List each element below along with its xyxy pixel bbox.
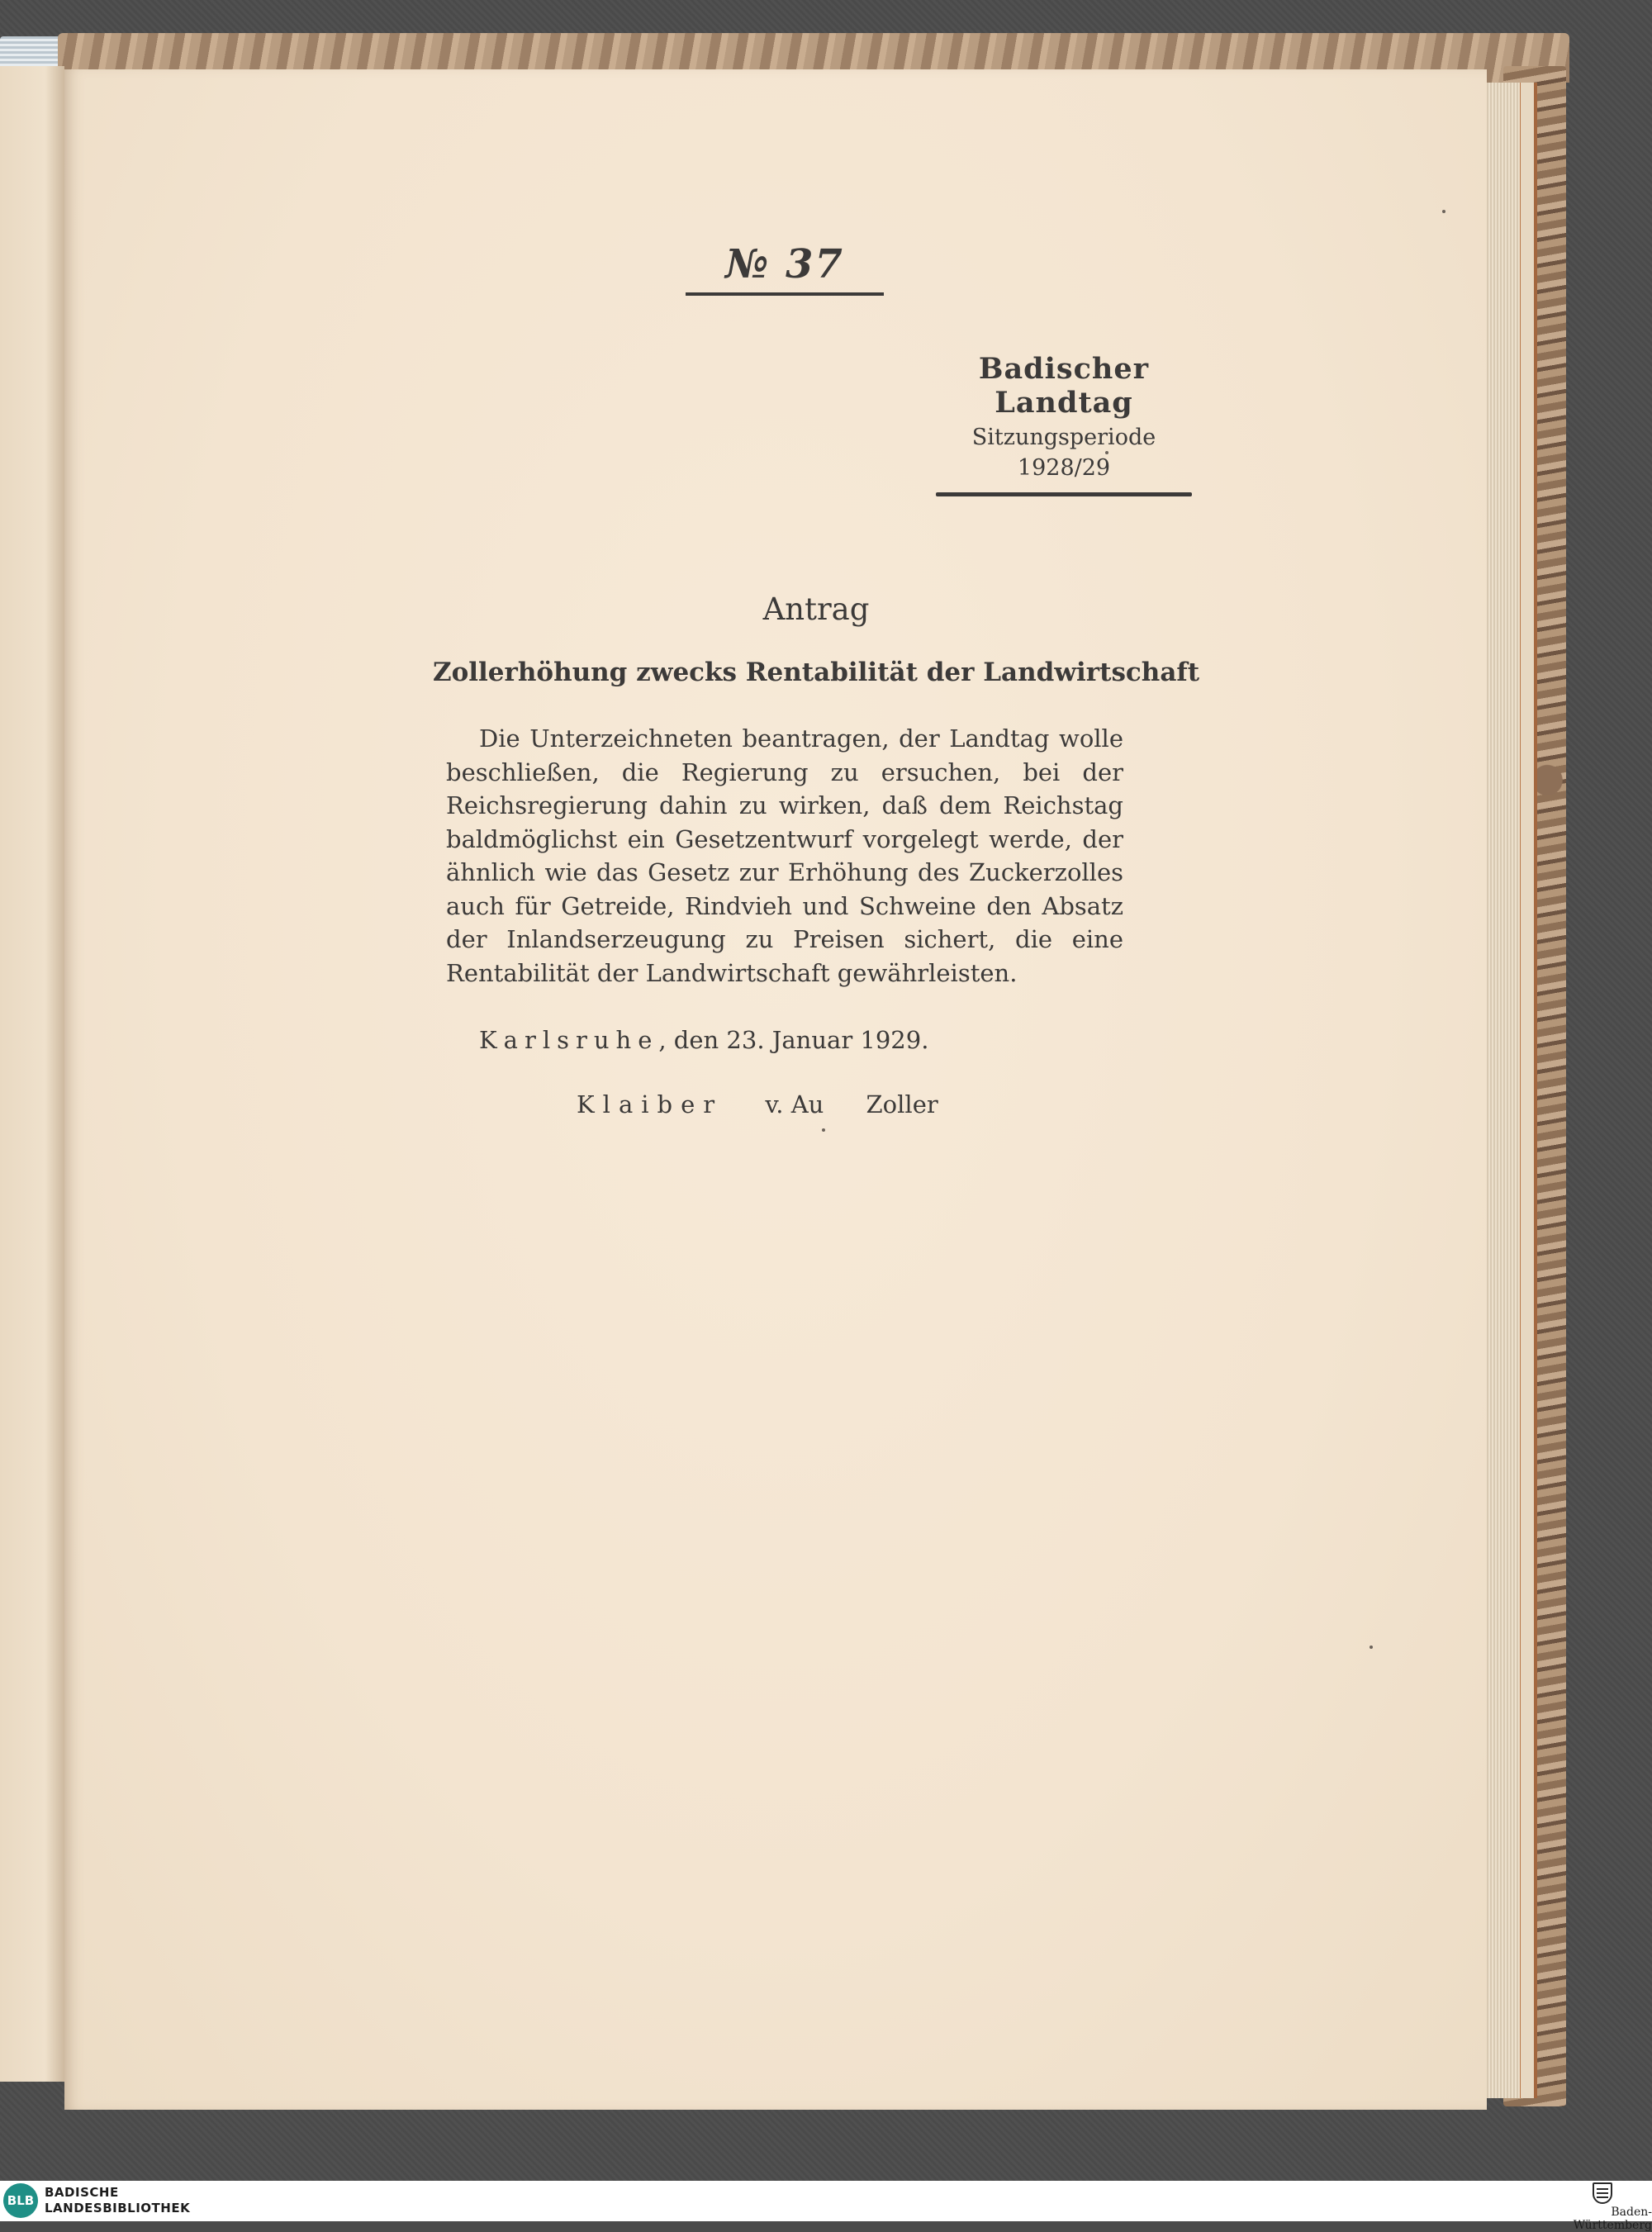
library-name-line2: LANDESBIBLIOTHEK — [45, 2201, 191, 2215]
document-heading: Antrag — [762, 591, 870, 627]
place-date-line — [479, 1026, 1140, 1054]
paper-speck — [1105, 451, 1108, 454]
paper-speck — [1370, 1646, 1373, 1649]
paper-speck — [822, 1128, 825, 1132]
document-number: № 37 — [686, 241, 884, 296]
library-name-line1: BADISCHE — [45, 2185, 119, 2200]
book-spine — [1518, 83, 1537, 2098]
session-period: 1928/29 — [1017, 455, 1111, 481]
facing-page — [0, 66, 64, 2082]
document-subject: Zollerhöhung zwecks Rentabilität der Landwirtschaft — [432, 658, 1200, 687]
document-page — [64, 69, 1487, 2110]
state-label: Baden-Württemberg — [1573, 2206, 1652, 2232]
paper-speck — [1442, 210, 1446, 213]
signatories — [577, 1090, 1072, 1118]
header-rule — [936, 492, 1192, 496]
signatory: Klaiber — [577, 1090, 724, 1118]
blb-logo[interactable]: BLB — [3, 2183, 38, 2218]
motion-text: Die Unterzeichneten beantragen, der Landtag wolle beschließen, die Regierung zu ersuchen, bei der Reichsregierung dahin zu wirken, daß dem Reichstag baldmöglichst ein Gesetzentwurf vorgelegt werde, der ähnlich wie das Gesetz zur Erhöhung des Zuckerzolles auch für Getreide, Rindvieh und Schweine den Absatz der Inlandserzeugung zu Preisen sichert, die eine Rentabilität der Landwirtschaft gewährleisten. — [446, 724, 1123, 987]
date-text: , den 23. Januar 1929. — [658, 1026, 929, 1054]
signatory: v. Au — [765, 1090, 824, 1118]
library-name — [45, 2185, 190, 2216]
session-label: Sitzungsperiode — [971, 425, 1156, 450]
parliament-title: Badischer Landtag — [978, 352, 1150, 420]
parliament-header — [907, 352, 1221, 496]
state-crest-icon — [1593, 2182, 1612, 2204]
place-name: Karlsruhe — [479, 1026, 659, 1054]
footer-bar — [0, 2181, 1652, 2221]
signatory: Zoller — [866, 1090, 938, 1118]
